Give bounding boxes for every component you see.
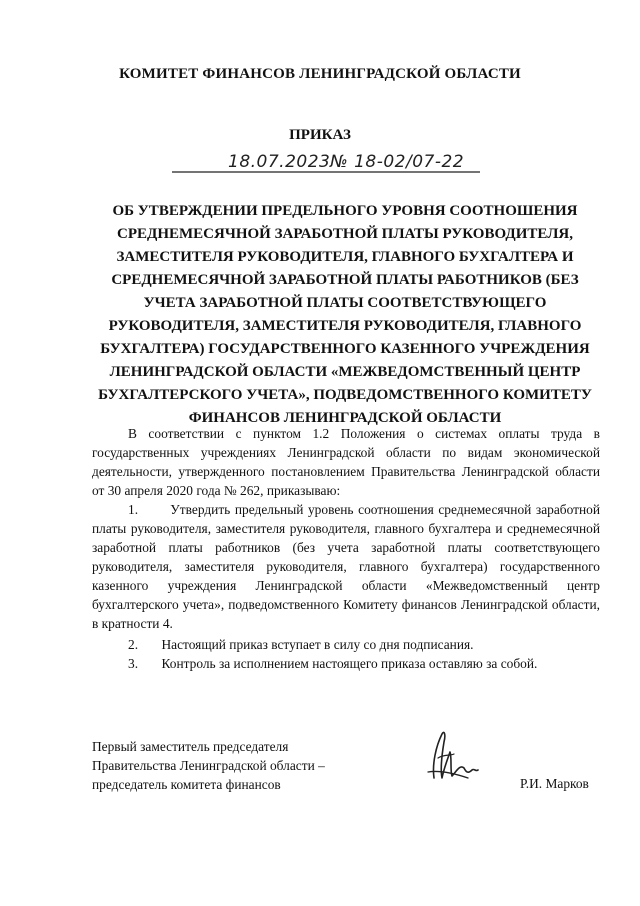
position-line: Правительства Ленинградской области – — [92, 758, 325, 773]
document-title: ОБ УТВЕРЖДЕНИИ ПРЕДЕЛЬНОГО УРОВНЯ СООТНОШЕНИЯ СРЕДНЕМЕСЯЧНОЙ ЗАРАБОТНОЙ ПЛАТЫ РУКОВОДИТЕЛЯ, ЗАМЕСТИТЕЛЯ РУКОВОДИТЕЛЯ, ГЛАВНОГО БУХГАЛТЕРА И СРЕДНЕМЕСЯЧНОЙ ЗАРАБОТНОЙ ПЛАТЫ РАБОТНИКОВ (БЕЗ УЧЕТА ЗАРАБОТНОЙ ПЛАТЫ СООТВЕТСТВУЮЩЕГО РУКОВОДИТЕЛЯ, ЗАМЕСТИТЕЛЯ РУКОВОДИТЕЛЯ, ГЛАВНОГО БУХГАЛТЕРА) ГОСУДАРСТВЕННОГО КАЗЕННОГО УЧРЕЖДЕНИЯ ЛЕНИНГРАДСКОЙ ОБЛАСТИ «МЕЖВЕДОМСТВЕННЫЙ ЦЕНТР БУХГАЛТЕРСКОГО УЧЕТА», ПОДВЕДОМСТВЕННОГО КОМИТЕТУ ФИНАНСОВ ЛЕНИНГРАДСКОЙ ОБЛАСТИ — [98, 203, 592, 426]
position-line: Первый заместитель председателя — [92, 739, 289, 754]
handwritten-signature-icon — [420, 728, 486, 786]
signatory-position — [92, 737, 392, 794]
handwritten-date-number — [172, 152, 480, 176]
list-item-text: Контроль за исполнением настоящего приказа оставляю за собой. — [161, 656, 538, 671]
list-item-number: 1. — [128, 502, 139, 517]
document-body — [92, 424, 600, 673]
list-item-text: Настоящий приказ вступает в силу со дня подписания. — [161, 637, 474, 652]
organization-header: КОМИТЕТ ФИНАНСОВ ЛЕНИНГРАДСКОЙ ОБЛАСТИ — [119, 66, 521, 82]
position-line: председатель комитета финансов — [92, 777, 281, 792]
list-item-3 — [92, 654, 600, 673]
list-item-2 — [92, 635, 600, 654]
signatory-name: Р.И. Марков — [520, 776, 589, 791]
list-item-number: 3. — [128, 656, 139, 671]
document-type: ПРИКАЗ — [289, 127, 351, 143]
list-item-text: Утвердить предельный уровень соотношения среднемесячной заработной платы руководителя, заместителя руководителя, главного бухгалтера и среднемесячной заработной платы работников (без учета заработной платы соответствующего руководителя, заместителя руководителя, главного бухгалтера) государственного казенного учреждения Ленинградской области «Межведомственный центр бухгалтерского учета», подведомственного Комитету финансов Ленинградской области, в кратности 4. — [92, 502, 600, 631]
list-item-number: 2. — [128, 637, 139, 652]
list-item-1 — [92, 500, 600, 633]
preamble-paragraph: В соответствии с пунктом 1.2 Положения о системах оплаты труда в государственных учреждениях Ленинградской области по видам экономической деятельности, утвержденного постановлением Правительства Ленинградской области от 30 апреля 2020 года № 262, приказываю: — [92, 426, 600, 498]
handwritten-number: № 18-02/07-22 — [330, 152, 465, 172]
handwritten-date: 18.07.2023 — [228, 152, 331, 172]
